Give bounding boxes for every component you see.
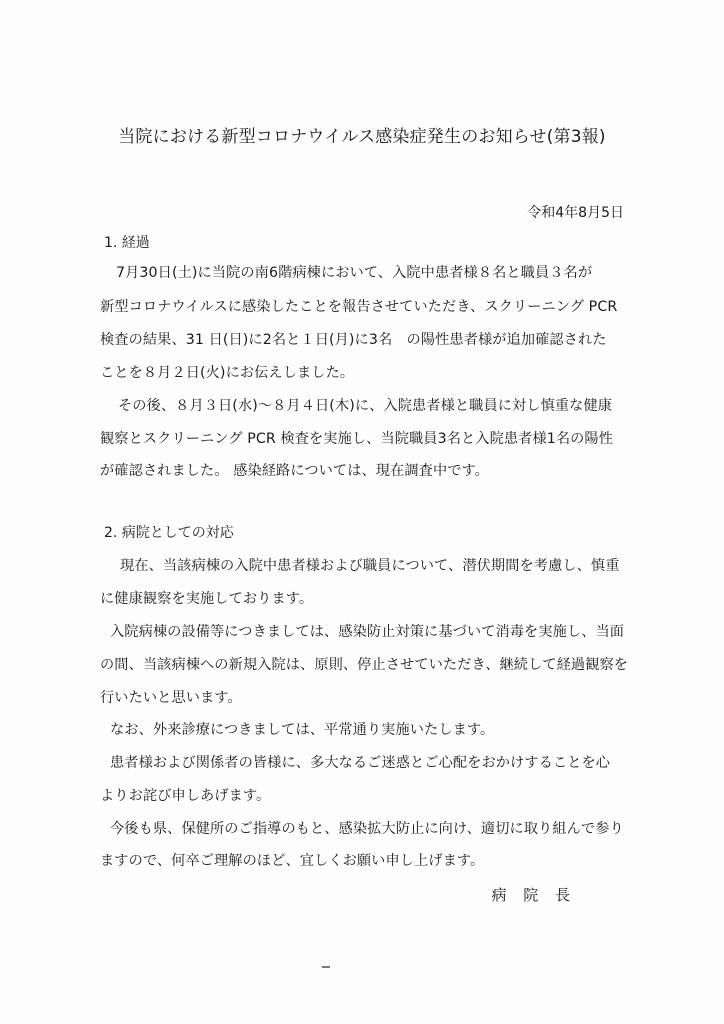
paragraph-line: 7月30日(土)に当院の南6階病棟において、入院中患者様８名と職員３名が xyxy=(116,265,593,281)
page-title: 当院における新型コロナウイルス感染症発生のお知らせ(第3報) xyxy=(118,127,606,147)
signature-hospital-director: 病 院 長 xyxy=(491,886,576,904)
paragraph-line: ことを８月２日(火)にお伝えしました。 xyxy=(100,365,355,381)
paragraph-line: 観察とスクリーニング PCR 検査を実施し、当院職員3名と入院患者様1名の陽性 xyxy=(100,431,614,447)
paragraph-line: 現在、当該病棟の入院中患者様および職員について、潜伏期間を考慮し、慎重 xyxy=(120,558,620,574)
paragraph-line: 今後も県、保健所のご指導のもと、感染拡大防止に向け、適切に取り組んで参り xyxy=(110,821,624,837)
paragraph-line: に健康観察を実施しております。 xyxy=(100,591,314,607)
paragraph-line: 検査の結果、31 日(日)に2名と１日(月)に3名 の陽性患者様が追加確認された xyxy=(100,332,607,348)
paragraph-line: 患者様および関係者の皆様に、多大なるご迷惑とご心配をおかけすることを心 xyxy=(110,755,611,771)
paragraph-line: 新型コロナウイルスに感染したことを報告させていただき、スクリーニング PCR xyxy=(100,299,618,315)
paragraph-line: ますので、何卒ご理解のほど、宜しくお願い申し上げます。 xyxy=(100,853,485,869)
paragraph-line: その後、８月３日(水)～８月４日(木)に、入院患者様と職員に対し慎重な健康 xyxy=(118,398,613,414)
scan-speck xyxy=(322,966,330,968)
paragraph-line: 行いたいと思います。 xyxy=(100,690,242,706)
paragraph-line: が確認されました。 感染経路については、現在調査中です。 xyxy=(100,463,489,479)
paragraph-line: なお、外来診療につきましては、平常通り実施いたします。 xyxy=(110,722,495,738)
paragraph-line: よりお詫び申しあげます。 xyxy=(100,788,271,804)
section-heading-progress: 1. 経過 xyxy=(104,235,150,251)
notice-date: 令和4年8月5日 xyxy=(527,205,624,221)
paragraph-line: の間、当該病棟への新規入院は、原則、停止させていただき、継続して経過観察を xyxy=(100,657,629,673)
section-heading-response: 2. 病院としての対応 xyxy=(104,525,234,541)
paragraph-line: 入院病棟の設備等につきましては、感染防止対策に基づいて消毒を実施し、当面 xyxy=(110,624,625,640)
